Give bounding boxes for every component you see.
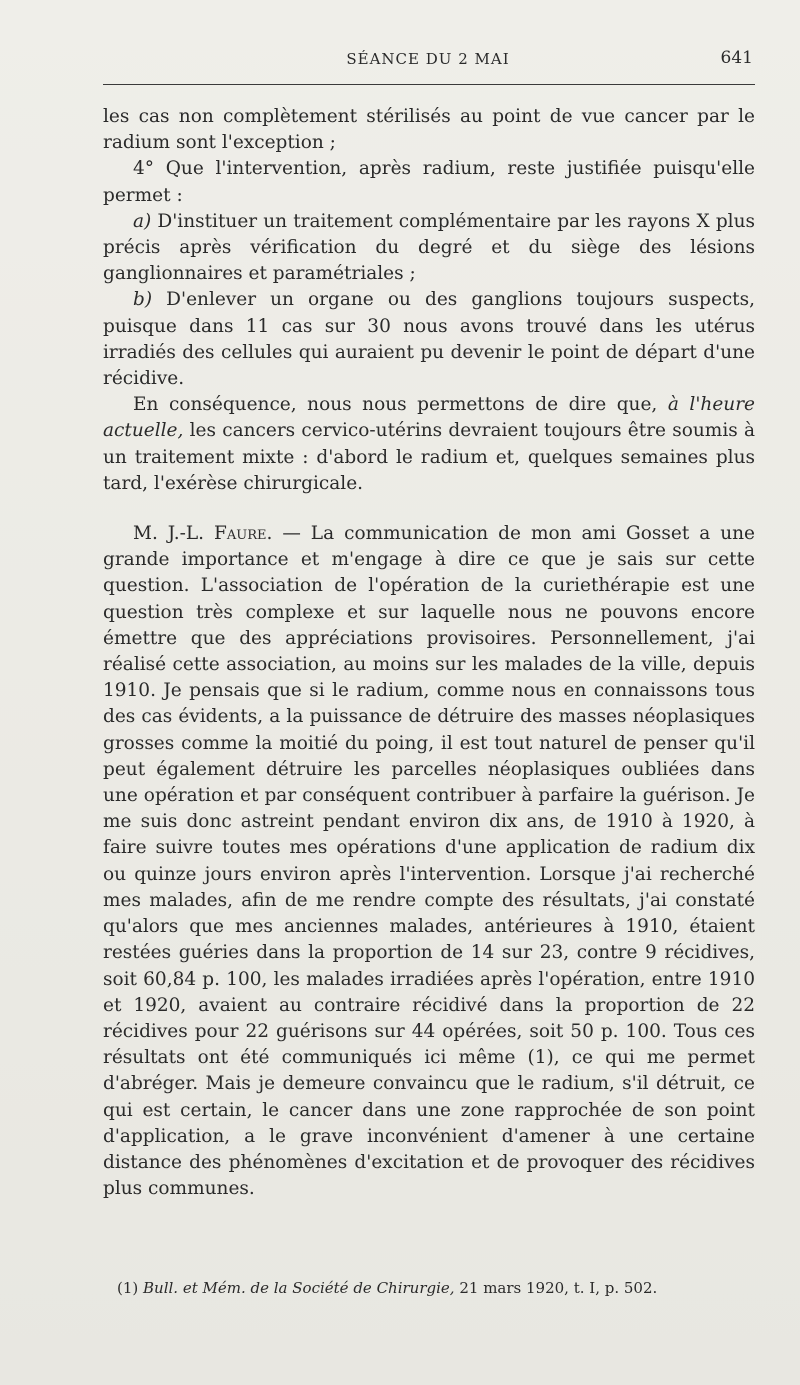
paragraph-5 [103,392,755,497]
paragraph-3-text: D'instituer un traitement complémentaire par les rayons X plus précis après vérification du degré et du siège des lésions ganglionnaires et paramétriales ; [103,210,755,285]
page-number: 641 [720,48,753,68]
speaker-name: M. J.-L. Faure. [133,523,273,545]
page-header [103,44,753,74]
footnote [103,1278,755,1298]
list-marker-a: a) [133,210,152,232]
paragraph-gap [103,497,755,521]
paragraph-3 [103,209,755,288]
body-text [103,104,755,1202]
list-marker-b: b) [133,289,153,311]
paragraph-6-text: — La communication de mon ami Gosset a une grande importance et m'engage à dire ce que je sais sur cette question. L'association de l'opération de la curiethérapie est une question très complexe et sur laquelle nous ne pouvons encore émettre que des appréciations provisoires. Personnellement, j'ai réalisé cette association, au moins sur les malades de la ville, depuis 1910. Je pensais que si le radium, comme nous en connaissons tous des cas évidents, a la puissance de détruire des masses néoplasiques grosses comme la moitié du poing, il est tout naturel de penser qu'il peut également détruire les parcelles néoplasiques oubliées dans une opération et par conséquent contribuer à parfaire la guérison. Je me suis donc astreint pendant environ dix ans, de 1910 à 1920, à faire suivre toutes mes opérations d'une application de radium dix ou quinze jours environ après l'intervention. Lorsque j'ai recherché mes malades, afin de me rendre compte des résultats, j'ai constaté qu'alors que mes anciennes malades, antérieures à 1910, étaient restées guéries dans la proportion de 14 sur 23, contre 9 récidives, soit 60,84 p. 100, les malades irradiées après l'opération, entre 1910 et 1920, avaient au contraire récidivé dans la proportion de 22 récidives pour 22 guérisons sur 44 opérées, soit 50 p. 100. Tous ces résultats ont été communiqués ici même (1), ce qui me permet d'abréger. Mais je demeure convaincu que le radium, s'il détruit, ce qui est certain, le cancer dans une zone rapprochée de son point d'application, a le grave inconvénient d'amener à une certaine distance des phénomènes d'excitation et de provoquer des récidives plus communes. [103,523,755,1200]
paragraph-4-text: D'enlever un organe ou des ganglions toujours suspects, puisque dans 11 cas sur 30 nous avons trouvé dans les utérus irradiés des cellules qui auraient pu devenir le point de départ d'une récidive. [103,289,755,390]
paragraph-5-start: En conséquence, nous nous permettons de dire que, [133,394,658,416]
paragraph-1: les cas non complètement stérilisés au point de vue cancer par le radium sont l'exception ; [103,106,755,154]
footnote-journal: Bull. et Mém. de la Société de Chirurgie, [143,1279,455,1297]
paragraph-5-italic: à l'heure actuelle, [103,394,755,442]
paragraph-4 [103,287,755,392]
footnote-marker: (1) [117,1279,139,1297]
paragraph-6 [103,521,755,1202]
running-title: SÉANCE DU 2 MAI [346,50,510,68]
header-rule [103,84,755,85]
footnote-reference: 21 mars 1920, t. I, p. 502. [459,1279,658,1297]
paragraph-2: 4° Que l'intervention, après radium, reste justifiée puisqu'elle permet : [103,158,755,206]
paragraph-5-end: les cancers cervico-utérins devraient toujours être soumis à un traitement mixte : d'abord le radium et, quelques semaines plus tard, l'exérèse chirurgicale. [103,420,755,494]
